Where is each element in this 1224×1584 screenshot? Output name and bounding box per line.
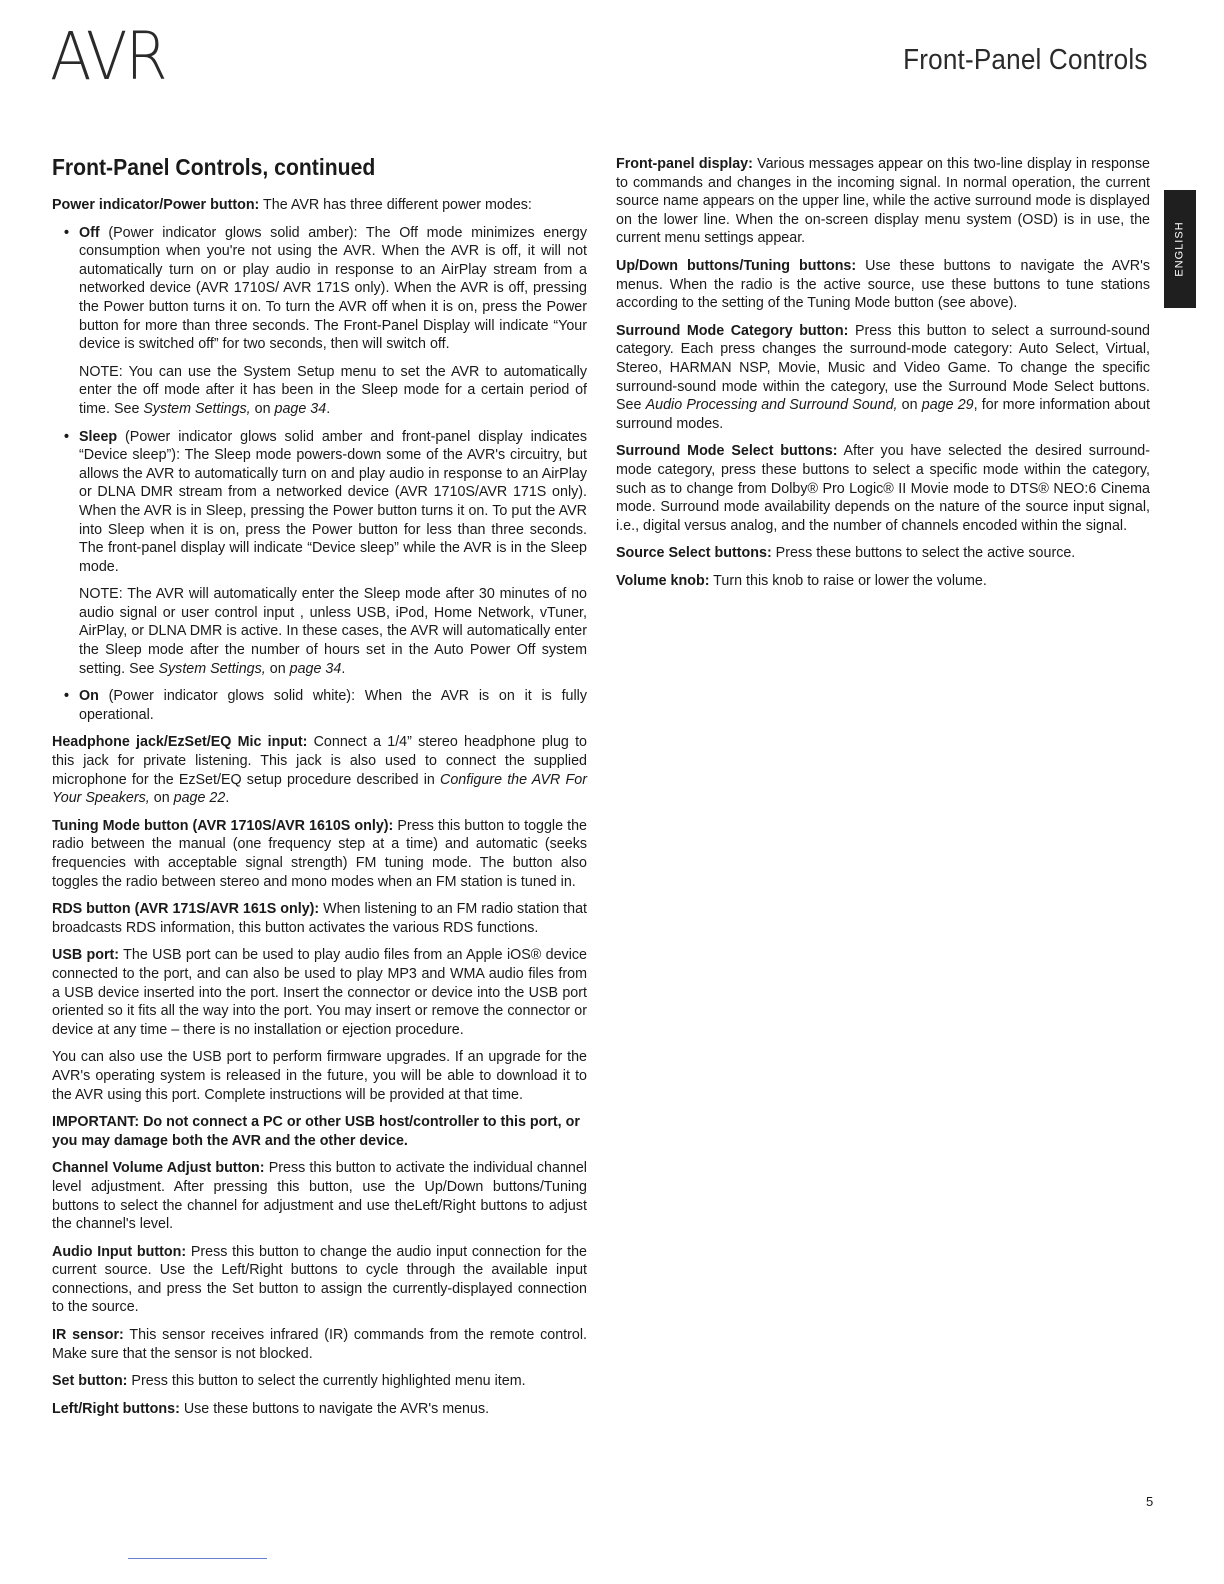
note-page-link[interactable]: page 34 [274, 400, 327, 417]
note-on: on [250, 400, 275, 417]
headphone-reference: Configure the AVR For Your Speakers, [52, 771, 587, 807]
sleep-mode-list [52, 428, 587, 577]
set-heading: Set button: [52, 1373, 128, 1390]
note-sleep [79, 585, 587, 678]
channel-paragraph [52, 1159, 587, 1233]
usb-heading: USB port: [52, 947, 120, 964]
usb-text: The USB port can be used to play audio files from an Apple iOS® device connected to the port, and can also be used to play MP3 and WMA audio files from a USB device inserted into the port. Insert the connector or device into the USB port oriented so it fits all the way into the port. You may insert or remove the connector or device at any time – there is no installation or ejection procedure. [52, 947, 587, 1038]
power-modes-list [52, 224, 587, 354]
headphone-on: on [149, 790, 174, 807]
sleep-text: (Power indicator glows solid amber and front-panel display indicates “Device sleep”): The Sleep mode powers-down some of the AVR's circuitry, but allows the AVR to automatically turn on and play audio in response to an AirPlay or DLNA DMR stream from a networked device (AVR 1710S/AVR 171S only). When the AVR is in Sleep, pressing the Power button turns it on. To put the AVR into Sleep when it is on, press the Power button for less than three seconds. The front-panel display will indicate “Device sleep” while the AVR is in the Sleep mode. [79, 428, 587, 575]
leftright-heading: Left/Right buttons: [52, 1400, 180, 1417]
language-tab [1164, 190, 1196, 308]
display-heading: Front-panel display: [616, 156, 753, 172]
display-paragraph [616, 155, 1150, 248]
tuning-text: Press this button to toggle the radio between the manual (one frequency step at a time) and automatic (seeks frequencies with acceptable signal strength) FM tuning mode. The button also toggles the radio between stereo and mono modes when an FM station is tuned in. [52, 817, 587, 890]
headphone-heading: Headphone jack/EzSet/EQ Mic input: [52, 734, 308, 751]
surround-category-text: Press this button to select a surround-sound category. Each press changes the surround-mode category: Auto Select, Virtual, Stereo, HARMAN NSP, Movie, Music and Video Game. To change the specific surround-sound mode within the category, use the Surround Mode Select buttons. See [616, 322, 1150, 414]
footer-divider [128, 1558, 267, 1559]
source-heading: Source Select buttons: [616, 545, 772, 562]
surround-category-paragraph [616, 322, 1150, 434]
updown-paragraph [616, 257, 1150, 313]
on-text: (Power indicator glows solid white): When the AVR is on it is fully operational. [79, 688, 587, 723]
headphone-paragraph [52, 733, 587, 807]
channel-text: Press this button to activate the individual channel level adjustment. After pressing this button, use the Up/Down buttons/Tuning buttons to select the channel for adjustment and use theLeft/Right buttons to adjust the channel's level. [52, 1160, 587, 1233]
note-on: on [265, 660, 290, 677]
leftright-paragraph [52, 1400, 587, 1419]
note-text: NOTE: You can use the System Setup menu to set the AVR to automatically enter the off mode after it has been in the Sleep mode for a certain period of time. See [79, 363, 587, 417]
updown-text: Use these buttons to navigate the AVR's menus. When the radio is the active source, use these buttons to tune stations according to the setting of the Tuning Mode button (see above). [616, 257, 1150, 312]
volume-text: Turn this knob to raise or lower the volume. [709, 572, 987, 589]
right-column [616, 155, 1150, 599]
usb-firmware-paragraph: You can also use the USB port to perform firmware upgrades. If an upgrade for the AVR's operating system is released in the future, you will be able to download it to the AVR using this port. Complete instructions will be provided at that time. [52, 1049, 587, 1103]
ir-text: This sensor receives infrared (IR) commands from the remote control. Make sure that the sensor is not blocked. [52, 1327, 588, 1362]
rds-text: When listening to an FM radio station that broadcasts RDS information, this button activates the various RDS functions. [52, 901, 587, 936]
updown-heading: Up/Down buttons/Tuning buttons: [616, 257, 857, 274]
list-item [52, 687, 587, 724]
surround-select-heading: Surround Mode Select buttons: [616, 443, 838, 460]
audio-input-heading: Audio Input button: [52, 1243, 187, 1260]
note-reference: System Settings, [158, 660, 266, 677]
bullet-icon: • [64, 428, 70, 445]
set-text: Press this button to select the currently highlighted menu item. [127, 1373, 526, 1390]
channel-heading: Channel Volume Adjust button: [52, 1160, 265, 1177]
leftright-text: Use these buttons to navigate the AVR's menus. [179, 1400, 490, 1417]
power-paragraph [52, 196, 587, 215]
on-term: On [79, 688, 99, 705]
note-reference: System Settings, [143, 400, 251, 417]
surround-category-page-link[interactable]: page 29 [921, 397, 974, 414]
surround-select-text: After you have selected the desired surround-mode category, press these buttons to select a specific mode within the category, such as to change from Dolby® Pro Logic® II Movie mode to DTS® NEO:6 Cinema mode. Surround mode availability depends on the nature of the source input signal, i.e., digital versus analog, and the number of channels encoded within the signal. [616, 443, 1150, 534]
audio-input-text: Press this button to change the audio input connection for the current source. Use the Left/Right buttons to cycle through the available input connections, and press the Set button to assign the currently-displayed connection to the source. [52, 1243, 587, 1316]
power-heading: Power indicator/Power button: [52, 197, 260, 213]
language-tab-label: ENGLISH [1174, 221, 1187, 277]
page-number: 5 [1146, 1494, 1154, 1509]
tuning-paragraph [52, 817, 587, 891]
headphone-end: . [225, 790, 230, 807]
surround-category-end: , for more information about surround modes. [616, 397, 1150, 432]
usb-paragraph [52, 946, 587, 1039]
surround-category-on: on [897, 397, 922, 414]
left-column [52, 152, 587, 1427]
headphone-text: Connect a 1/4” stereo headphone plug to this jack for private listening. This jack is also used to connect the supplied microphone for the EzSet/EQ setup procedure described in [52, 734, 587, 788]
surround-select-paragraph [616, 442, 1150, 535]
volume-heading: Volume knob: [616, 572, 710, 589]
power-text: The AVR has three different power modes: [259, 197, 532, 213]
sleep-term: Sleep [79, 428, 118, 445]
audio-input-paragraph [52, 1243, 587, 1317]
list-item [52, 428, 587, 577]
volume-paragraph [616, 572, 1150, 591]
note-end: . [326, 400, 331, 417]
section-title: Front-Panel Controls, continued [52, 154, 376, 180]
surround-category-heading: Surround Mode Category button: [616, 322, 849, 339]
avr-logo: AVR [50, 18, 166, 95]
ir-paragraph [52, 1326, 587, 1363]
rds-heading: RDS button (AVR 171S/AVR 161S only): [52, 901, 320, 918]
surround-category-reference: Audio Processing and Surround Sound, [645, 397, 898, 414]
source-text: Press these buttons to select the active source. [771, 545, 1076, 562]
running-title: Front-Panel Controls [903, 44, 1148, 76]
on-mode-list [52, 687, 587, 724]
note-page-link[interactable]: page 34 [289, 660, 342, 677]
note-end: . [341, 660, 346, 677]
source-paragraph [616, 544, 1150, 563]
rds-paragraph [52, 900, 587, 937]
headphone-page-link[interactable]: page 22 [173, 790, 226, 807]
important-warning: IMPORTANT: Do not connect a PC or other USB host/controller to this port, or you may damage both the AVR and the other device. [52, 1114, 580, 1149]
ir-heading: IR sensor: [52, 1327, 124, 1344]
bullet-icon: • [64, 688, 70, 705]
note-auto-off [79, 363, 587, 419]
display-text: Various messages appear on this two-line display in response to commands and changes in the incoming signal. In normal operation, the current source name appears on the upper line, while the active surround mode is displayed on the lower line. When the on-screen display menu system (OSD) is in use, the current menu settings appear. [616, 156, 1150, 247]
off-text: (Power indicator glows solid amber): The Off mode minimizes energy consumption when you're not using the AVR. When the AVR is off, it will not automatically turn on or play audio in response to an AirPlay stream from a networked device (AVR 1710S/ AVR 171S only). When the AVR is off, pressing the Power button turns it on. To turn the AVR off when it is on, press the Power button for more than three seconds. The Front-Panel Display will indicate “Your device is switched off” for two seconds, then will switch off. [79, 224, 587, 353]
list-item [52, 224, 587, 354]
bullet-icon: • [64, 224, 70, 241]
note-text: NOTE: The AVR will automatically enter the Sleep mode after 30 minutes of no audio signal or user control input , unless USB, iPod, Home Network, vTuner, AirPlay, or DLNA DMR is active. In these cases, the AVR will automatically enter the Sleep mode after the number of hours set in the Auto Power Off system setting. See [79, 586, 587, 677]
set-paragraph [52, 1372, 587, 1391]
off-term: Off [79, 224, 100, 241]
tuning-heading: Tuning Mode button (AVR 1710S/AVR 1610S only): [52, 817, 394, 834]
